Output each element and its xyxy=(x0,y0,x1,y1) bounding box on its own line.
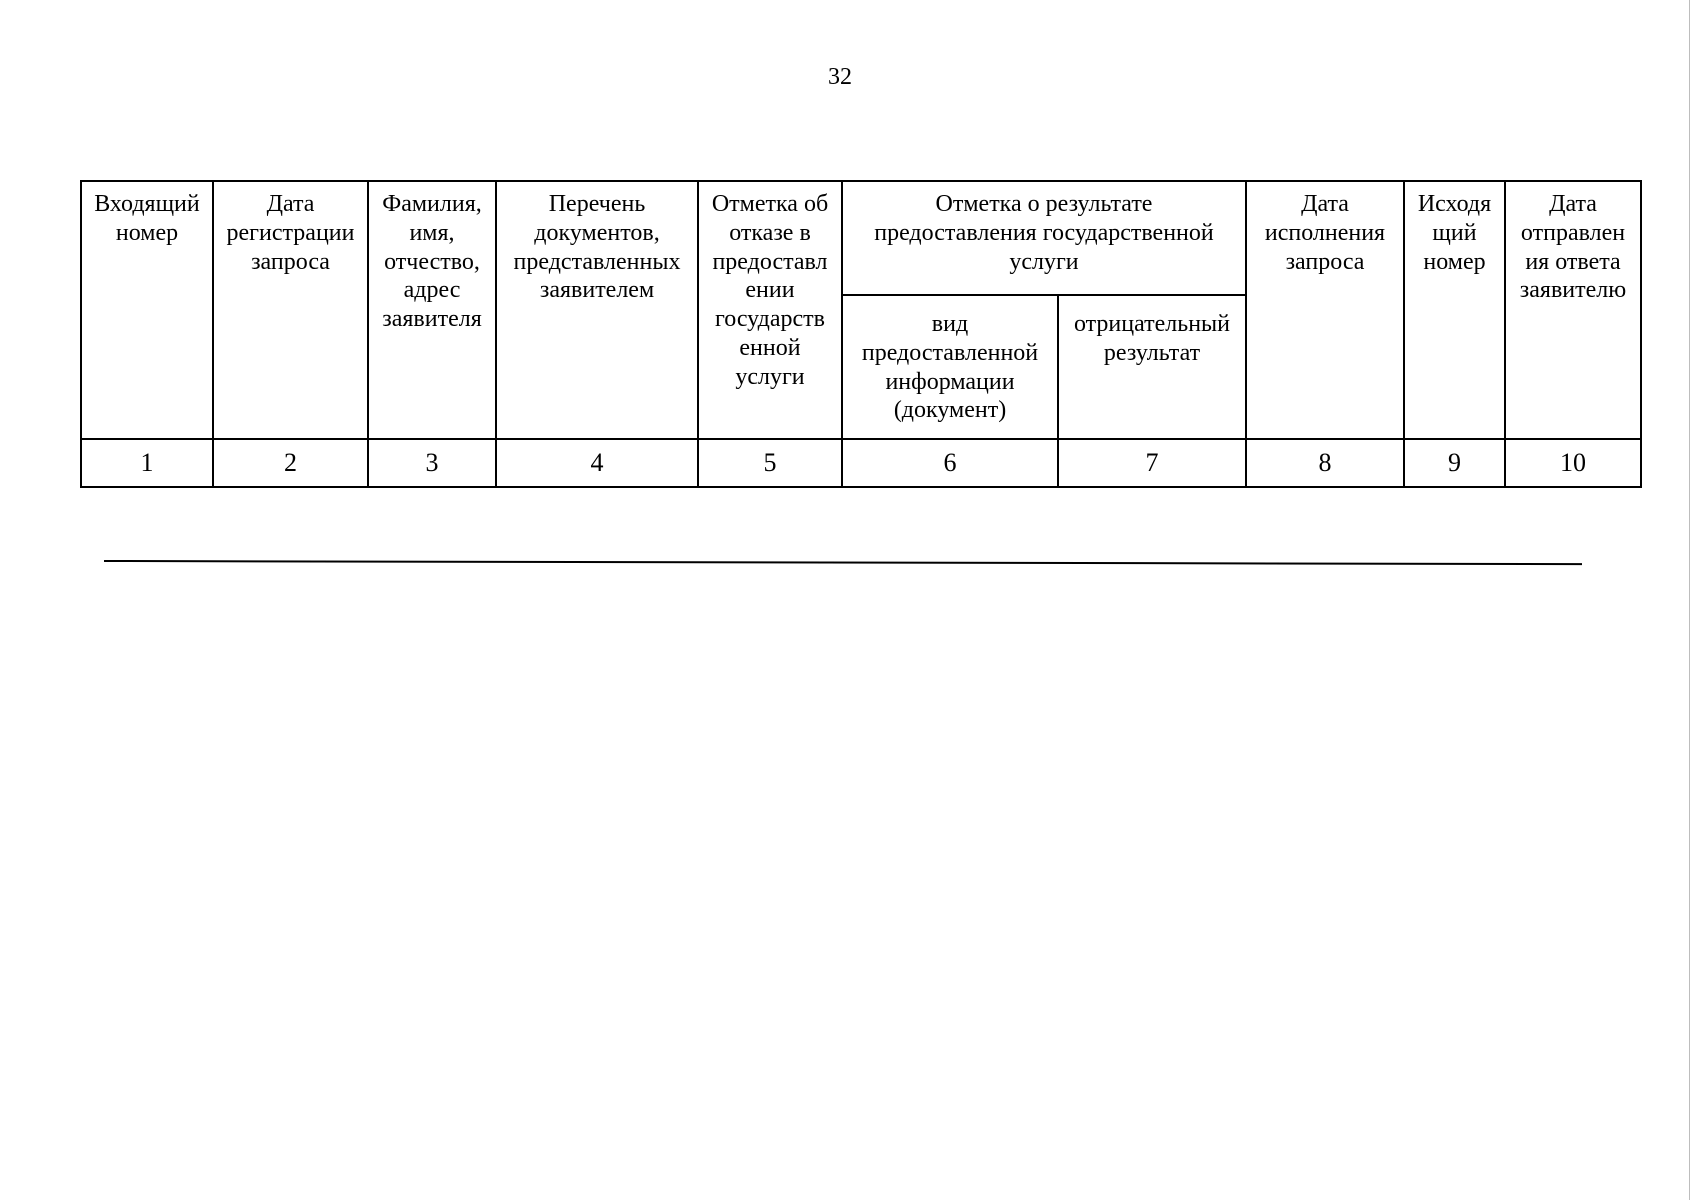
header-row xyxy=(81,181,1641,295)
header-outgoing-number: Исходя щий номер xyxy=(1404,181,1505,439)
header-negative-result: отрицательный результат xyxy=(1058,295,1246,439)
column-number: 9 xyxy=(1404,439,1505,487)
column-number: 1 xyxy=(81,439,213,487)
header-execution-date: Дата исполнения запроса xyxy=(1246,181,1404,439)
scan-edge-divider xyxy=(1689,0,1690,1200)
page-number: 32 xyxy=(828,64,852,90)
column-number-row xyxy=(81,439,1641,487)
header-applicant-name-address: Фамилия, имя, отчество, адрес заявителя xyxy=(368,181,496,439)
column-number: 10 xyxy=(1505,439,1641,487)
column-number: 2 xyxy=(213,439,368,487)
header-response-sent-date: Дата отправлен ия ответа заявителю xyxy=(1505,181,1641,439)
header-registration-date: Дата регистрации запроса xyxy=(213,181,368,439)
column-number: 6 xyxy=(842,439,1058,487)
column-number: 7 xyxy=(1058,439,1246,487)
column-number: 5 xyxy=(698,439,842,487)
registration-table xyxy=(80,180,1642,488)
header-information-type: вид предоставленной информации (документ) xyxy=(842,295,1058,439)
column-number: 3 xyxy=(368,439,496,487)
header-incoming-number: Входящий номер xyxy=(81,181,213,439)
column-number: 8 xyxy=(1246,439,1404,487)
horizontal-rule xyxy=(104,560,1582,565)
header-refusal-mark: Отметка об отказе в предоставл ении государств енной услуги xyxy=(698,181,842,439)
header-documents-list: Перечень документов, представленных заявителем xyxy=(496,181,698,439)
column-number: 4 xyxy=(496,439,698,487)
header-result-mark-group: Отметка о результате предоставления государственной услуги xyxy=(842,181,1246,295)
